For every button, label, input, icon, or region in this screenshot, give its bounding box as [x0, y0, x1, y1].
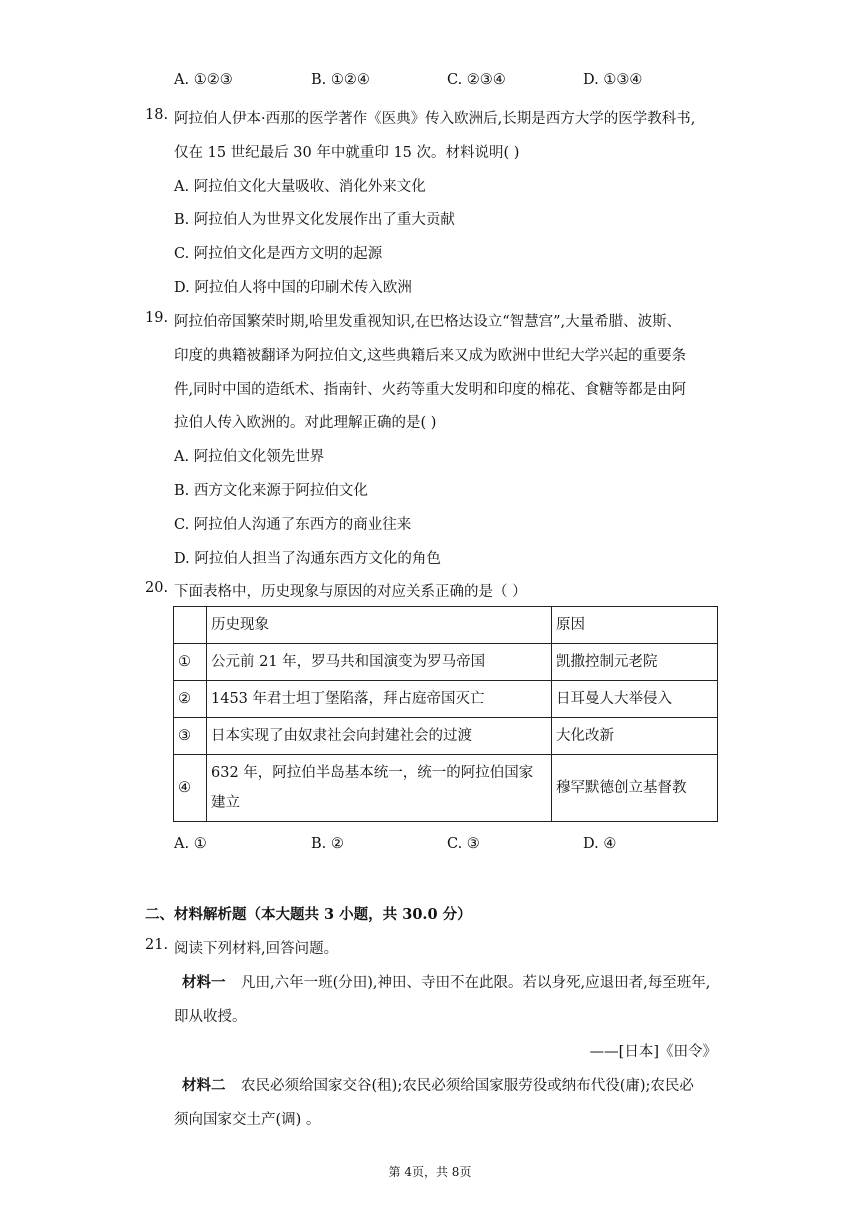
- table-header-cell: 历史现象: [207, 607, 552, 644]
- material-2-line-1: 农民必须给国家交谷(租);农民必须给国家服劳役或纳布代役(庸);农民必: [241, 1078, 694, 1094]
- material-1-line-1: 凡田,六年一班(分田),神田、寺田不在此限。若以身死,应退田者,每至班年,: [241, 975, 711, 991]
- table-cell: 凯撒控制元老院: [552, 644, 718, 681]
- q19-choice-c: C. 阿拉伯人沟通了东西方的商业往来: [174, 517, 412, 533]
- q20-stem: 下面表格中，历史现象与原因的对应关系正确的是（ ）: [174, 584, 527, 600]
- table-cell: 公元前 21 年，罗马共和国演变为罗马帝国: [207, 644, 552, 681]
- q19-line-4: 拉伯人传入欧洲的。对此理解正确的是( ): [174, 415, 437, 431]
- table-row: [174, 681, 718, 718]
- q17-option-b: B. ①②④: [311, 72, 370, 88]
- q19-line-2: 印度的典籍被翻译为阿拉伯文,这些典籍后来又成为欧洲中世纪大学兴起的重要条: [174, 348, 687, 364]
- q17-option-a: A. ①②③: [174, 72, 233, 88]
- table-cell: 日本实现了由奴隶社会向封建社会的过渡: [207, 718, 552, 755]
- material-1-source: ——[日本]《田令》: [589, 1044, 717, 1060]
- table-cell: ③: [174, 718, 207, 755]
- material-1-label: 材料一: [182, 974, 226, 991]
- table-cell: 日耳曼人大举侵入: [552, 681, 718, 718]
- material-2-label: 材料二: [182, 1077, 226, 1094]
- q19-line-1: 阿拉伯帝国繁荣时期,哈里发重视知识,在巴格达设立“智慧宫”,大量希腊、波斯、: [174, 314, 682, 330]
- q20-choice-b: B. ②: [311, 836, 344, 852]
- q19-choice-b: B. 西方文化来源于阿拉伯文化: [174, 483, 368, 499]
- section-title: 二、材料解析题（本大题共 3 小题，共 30.0 分）: [145, 906, 472, 923]
- material-2-line-2: 须向国家交土产(调) 。: [174, 1112, 321, 1128]
- q19-choice-a: A. 阿拉伯文化领先世界: [174, 449, 325, 465]
- page-footer: 第 4页，共 8页: [388, 1165, 472, 1179]
- q18-choice-c: C. 阿拉伯文化是西方文明的起源: [174, 246, 383, 262]
- material-1-line-2: 即从收授。: [174, 1009, 247, 1025]
- table-cell: 632 年，阿拉伯半岛基本统一，统一的阿拉伯国家建立: [207, 755, 552, 822]
- table-row: [174, 718, 718, 755]
- q21-stem: 阅读下列材料,回答问题。: [174, 941, 339, 957]
- history-table: [173, 606, 718, 822]
- table-header-row: [174, 607, 718, 644]
- q18-line-1: 阿拉伯人伊本·西那的医学著作《医典》传入欧洲后,长期是西方大学的医学教科书,: [174, 111, 696, 127]
- q18-number: 18.: [145, 107, 169, 123]
- table-cell: 1453 年君士坦丁堡陷落，拜占庭帝国灭亡: [207, 681, 552, 718]
- q17-option-d: D. ①③④: [583, 72, 643, 88]
- table-cell: 穆罕默德创立基督教: [552, 755, 718, 822]
- table-row: [174, 755, 718, 822]
- table-cell: ②: [174, 681, 207, 718]
- q18-line-2: 仅在 15 世纪最后 30 年中就重印 15 次。材料说明( ): [174, 145, 520, 161]
- table-row: [174, 644, 718, 681]
- q19-number: 19.: [145, 310, 169, 326]
- q19-choice-d: D. 阿拉伯人担当了沟通东西方文化的角色: [174, 551, 441, 567]
- table-cell: 大化改新: [552, 718, 718, 755]
- table-cell: ④: [174, 755, 207, 822]
- q17-option-c: C. ②③④: [447, 72, 506, 88]
- q21-number: 21.: [145, 937, 169, 953]
- table-header-cell: [174, 607, 207, 644]
- q20-choice-a: A. ①: [174, 836, 207, 852]
- q19-line-3: 件,同时中国的造纸术、指南针、火药等重大发明和印度的棉花、食糖等都是由阿: [174, 382, 687, 398]
- q20-choice-d: D. ④: [583, 836, 617, 852]
- q18-choice-b: B. 阿拉伯人为世界文化发展作出了重大贡献: [174, 212, 455, 228]
- q18-choice-a: A. 阿拉伯文化大量吸收、消化外来文化: [174, 179, 426, 195]
- q20-choice-c: C. ③: [447, 836, 480, 852]
- q20-number: 20.: [145, 580, 169, 596]
- table-header-cell: 原因: [552, 607, 718, 644]
- table-cell: ①: [174, 644, 207, 681]
- q18-choice-d: D. 阿拉伯人将中国的印刷术传入欧洲: [174, 280, 412, 296]
